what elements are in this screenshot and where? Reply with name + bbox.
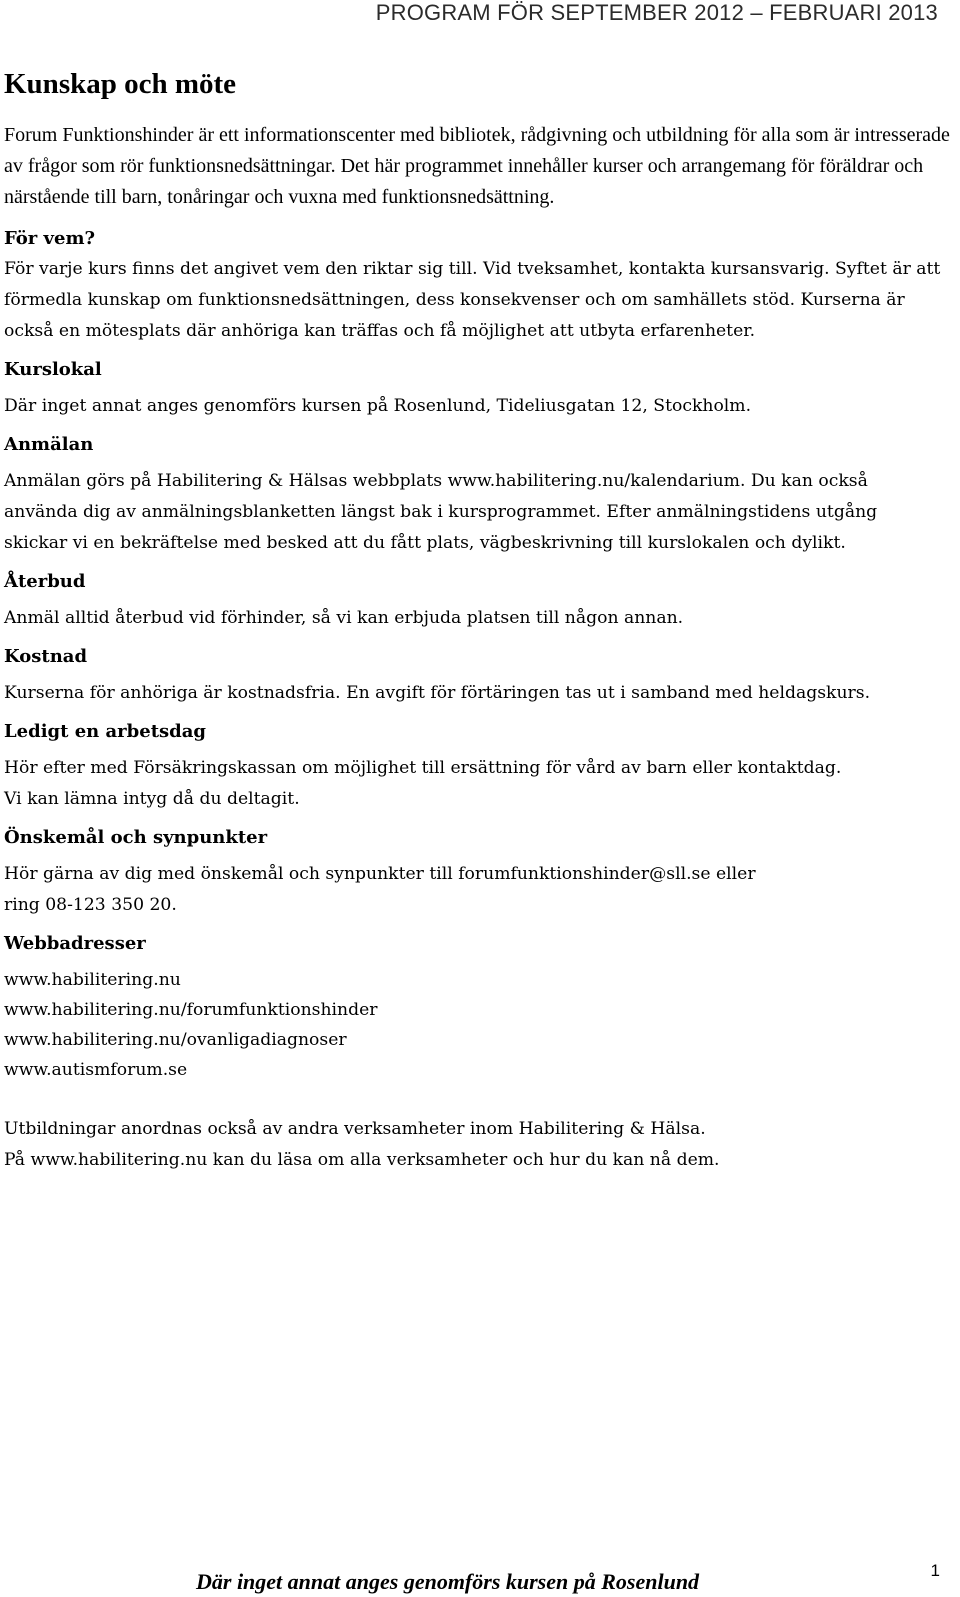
section-line: ring 08-123 350 20. (4, 895, 177, 915)
section-heading: Önskemål och synpunkter (4, 827, 268, 848)
section-line: Vi kan lämna intyg då du deltagit. (4, 789, 300, 809)
page-number: 1 (930, 1561, 940, 1580)
web-link[interactable]: www.habilitering.nu/forumfunktionshinder (4, 1000, 378, 1020)
section-heading: Kostnad (4, 646, 88, 667)
closing-line: På www.habilitering.nu kan du läsa om alla verksamheter och hur du kan nå dem. (4, 1150, 720, 1170)
section-heading: Ledigt en arbetsdag (4, 721, 206, 742)
section-ledigt (4, 717, 954, 815)
section-webbadresser (4, 929, 954, 1085)
section-text: Kurserna för anhöriga är kostnadsfria. En avgift för förtäringen tas ut i samband med heldagskurs. (4, 683, 871, 703)
web-link[interactable]: www.habilitering.nu (4, 970, 181, 990)
main-content (4, 64, 954, 1176)
section-kurslokal (4, 355, 954, 422)
intro-paragraph: Forum Funktionshinder är ett informationscenter med bibliotek, rådgivning och utbildning för alla som är intresserade av frågor som rör funktionsnedsättningar. Det här programmet innehåller kurser och arrangemang för föräldrar och närstående till barn, tonåringar och vuxna med funktionsnedsättning. (4, 124, 950, 208)
section-for-vem (4, 224, 954, 347)
web-link[interactable]: www.habilitering.nu/ovanligadiagnoser (4, 1030, 347, 1050)
section-line: Hör efter med Försäkringskassan om möjlighet till ersättning för vård av barn eller kontaktdag. (4, 758, 842, 778)
section-heading: Kurslokal (4, 359, 102, 380)
section-heading: Återbud (4, 571, 86, 592)
section-line: använda dig av anmälningsblanketten längst bak i kursprogrammet. Efter anmälningstidens utgång (4, 502, 878, 522)
section-line: skickar vi en bekräftelse med besked att du fått plats, vägbeskrivning till kurslokalen och dylikt. (4, 533, 846, 553)
section-line: också en mötesplats där anhöriga kan träffas och få möjlighet att utbyta erfarenheter. (4, 321, 756, 341)
section-aterbud (4, 567, 954, 634)
section-heading: För vem? (4, 228, 96, 249)
section-text: Anmäl alltid återbud vid förhinder, så vi kan erbjuda platsen till någon annan. (4, 608, 684, 628)
section-onskemal (4, 823, 954, 921)
section-heading: Webbadresser (4, 933, 146, 954)
section-line: För varje kurs finns det angivet vem den riktar sig till. Vid tveksamhet, kontakta kursansvarig. Syftet är att (4, 259, 941, 279)
web-link[interactable]: www.autismforum.se (4, 1060, 188, 1080)
section-line: Hör gärna av dig med önskemål och synpunkter till forumfunktionshinder@sll.se eller (4, 864, 756, 884)
section-heading: Anmälan (4, 434, 94, 455)
link-list (4, 965, 954, 1085)
section-anmalan (4, 430, 954, 559)
section-kostnad (4, 642, 954, 709)
page-footer: Där inget annat anges genomförs kursen på Rosenlund (196, 1569, 700, 1594)
section-line: förmedla kunskap om funktionsnedsättningen, dess konsekvenser och om samhällets stöd. Kurserna är (4, 290, 905, 310)
section-text: Där inget annat anges genomförs kursen på Rosenlund, Tideliusgatan 12, Stockholm. (4, 396, 752, 416)
page-title: Kunskap och möte (4, 68, 237, 100)
section-line: Anmälan görs på Habilitering & Hälsas webbplats www.habilitering.nu/kalendarium. Du kan också (4, 471, 868, 491)
closing-note (4, 1114, 954, 1176)
closing-line: Utbildningar anordnas också av andra verksamheter inom Habilitering & Hälsa. (4, 1119, 706, 1139)
page-header: PROGRAM FÖR SEPTEMBER 2012 – FEBRUARI 2013 (375, 0, 938, 25)
